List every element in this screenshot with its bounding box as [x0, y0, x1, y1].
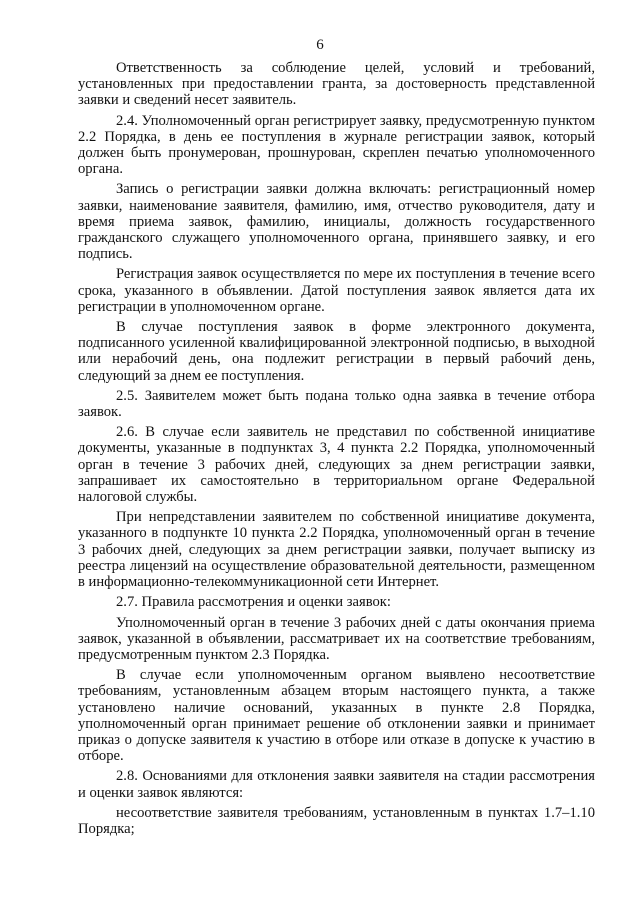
- paragraph-license-extract: При непредставлении заявителем по собственной инициативе документа, указанного в подпункте 10 пункта 2.2 Порядка, уполномоченный орган в течение 3 рабочих дней, следующих за днем регистрации заявки, получает выписку из реестра лицензий на осуществление образовательной деятельности, размещенном в информационно-телекоммуникационной сети Интернет.: [78, 509, 595, 591]
- paragraph-2-6: 2.6. В случае если заявитель не представил по собственной инициативе документы, указанные в подпунктах 3, 4 пункта 2.2 Порядка, уполномоченный орган в течение 3 рабочих дней, следующих за днем регистрации заявки, запрашивает их самостоятельно в территориальном органе Федеральной налоговой службы.: [78, 424, 595, 506]
- page-number: 6: [316, 37, 324, 53]
- paragraph-2-8: 2.8. Основаниями для отклонения заявки заявителя на стадии рассмотрения и оценки заявок являются:: [78, 768, 595, 801]
- paragraph-registration-record: Запись о регистрации заявки должна включать: регистрационный номер заявки, наименование заявителя, фамилию, имя, отчество руководителя, дату и время приема заявок, фамилию, инициалы, должность государственного гражданского служащего уполномоченного органа, принявшего заявку, и его подпись.: [78, 181, 595, 263]
- paragraph-responsibility: Ответственность за соблюдение целей, условий и требований, установленных при предоставлении гранта, за достоверность представленной заявки и сведений несет заявитель.: [78, 60, 595, 109]
- paragraph-2-4: 2.4. Уполномоченный орган регистрирует заявку, предусмотренную пунктом 2.2 Порядка, в день ее поступления в журнале регистрации заявок, который должен быть пронумерован, прошнурован, скреплен печатью уполномоченного органа.: [78, 112, 595, 178]
- paragraph-2-5: 2.5. Заявителем может быть подана только одна заявка в течение отбора заявок.: [78, 387, 595, 421]
- paragraph-2-7: 2.7. Правила рассмотрения и оценки заявок:: [116, 594, 391, 611]
- document-body: [78, 60, 595, 841]
- paragraph-registration-timing: Регистрация заявок осуществляется по мере их поступления в течение всего срока, указанного в объявлении. Датой поступления заявок является дата их регистрации в уполномоченном органе.: [78, 266, 595, 315]
- paragraph-electronic-submission: В случае поступления заявок в форме электронного документа, подписанного усиленной квалифицированной электронной подписью, в выходной или нерабочий день, она подлежит регистрации в первый рабочий день, следующий за днем ее поступления.: [78, 319, 595, 384]
- paragraph-rejection-decision: В случае если уполномоченным органом выявлено несоответствие требованиям, установленным абзацем вторым настоящего пункта, а также установлено наличие оснований, указанных в пункте 2.8 Порядка, уполномоченный орган принимает решение об отклонении заявки и принимает приказ о допуске заявителя к участию в отборе или отказе в допуске к участию в отборе.: [78, 667, 595, 765]
- paragraph-review-period: Уполномоченный орган в течение 3 рабочих дней с даты окончания приема заявок, указанной в объявлении, рассматривает их на соответствие требованиям, предусмотренным пунктом 2.3 Порядка.: [78, 614, 595, 663]
- paragraph-noncompliance: несоответствие заявителя требованиям, установленным в пунктах 1.7–1.10 Порядка;: [78, 804, 595, 837]
